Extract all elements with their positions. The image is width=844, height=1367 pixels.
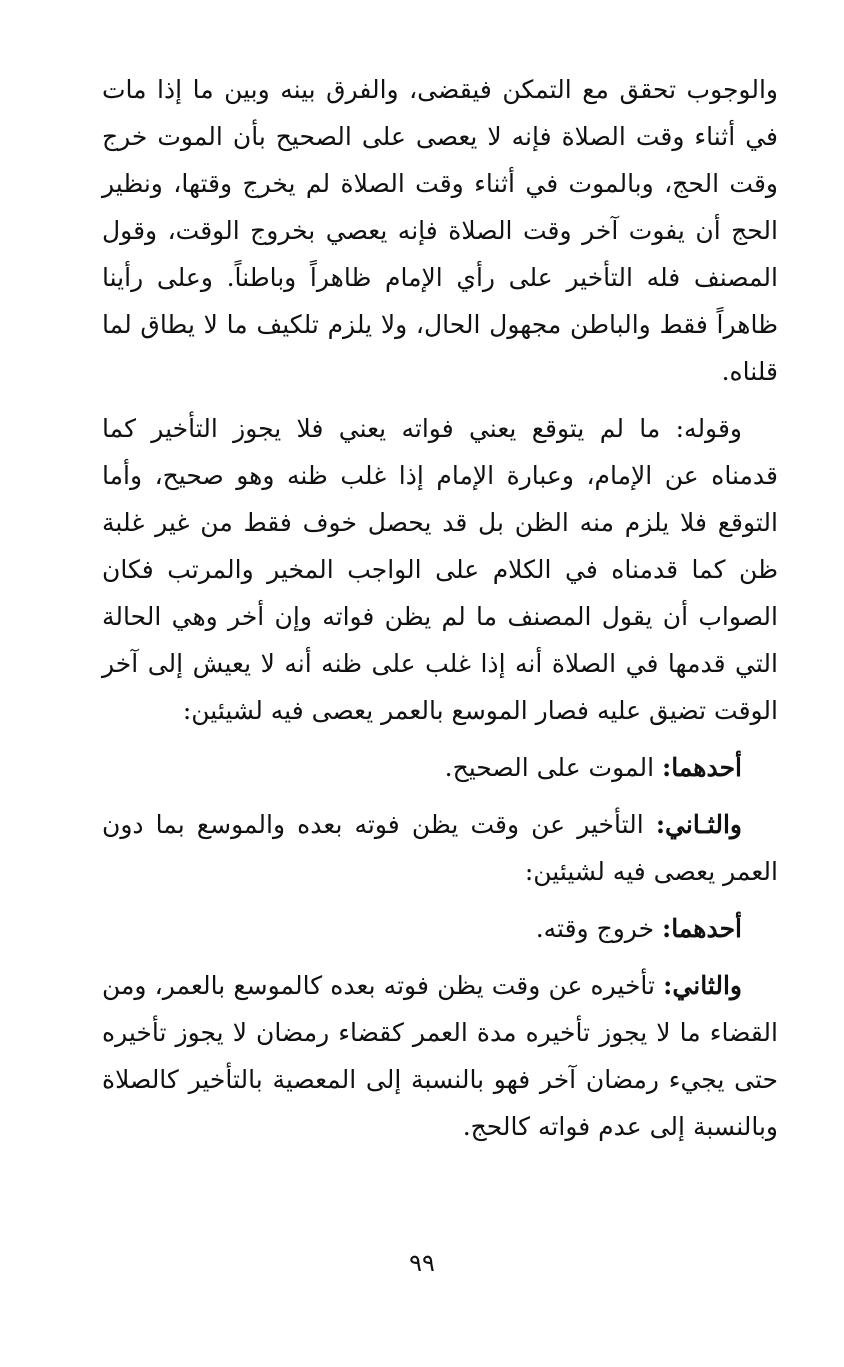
paragraph-3	[102, 744, 778, 791]
paragraph-6-lead: والثاني:	[663, 971, 742, 1000]
paragraph-6-text: تأخيره عن وقت يظن فوته بعده كالموسع بالعمر، ومن القضاء ما لا يجوز تأخيره مدة العمر كقضاء رمضان لا يجوز تأخيره حتى يجيء رمضان آخر فهو بالنسبة إلى المعصية بالتأخير كالصلاة وبالنسبة إلى عدم فواته كالحج.	[102, 971, 778, 1141]
paragraph-1	[102, 66, 778, 395]
paragraph-4-lead: والثـاني:	[655, 810, 742, 839]
paragraph-4	[102, 801, 778, 895]
paragraph-2	[102, 405, 778, 734]
paragraph-5-text: خروج وقته.	[535, 914, 655, 943]
paragraph-4-text: التأخير عن وقت يظن فوته بعده والموسع بما دون العمر يعصى فيه لشيئين:	[102, 810, 778, 886]
paragraph-3-lead: أحدهما:	[661, 753, 742, 782]
paragraph-5-lead: أحدهما:	[661, 914, 742, 943]
paragraph-1-text: والوجوب تحقق مع التمكن فيقضى، والفرق بينه وبين ما إذا مات في أثناء وقت الصلاة فإنه لا يعصى على الصحيح بأن الموت خرج وقت الحج، وبالموت في أثناء وقت الصلاة لم يخرج وقتها، ونظير الحج أن يفوت آخر وقت الصلاة فإنه يعصي بخروج الوقت، وقول المصنف فله التأخير على رأي الإمام ظاهراً وباطناً. وعلى رأينا ظاهراً فقط والباطن مجهول الحال، ولا يلزم تلكيف ما لا يطاق لما قلناه.	[102, 75, 778, 386]
page-body	[102, 66, 778, 1150]
paragraph-3-text: الموت على الصحيح.	[444, 753, 655, 782]
paragraph-6	[102, 962, 778, 1150]
page-number: ٩٩	[409, 1249, 435, 1277]
paragraph-5	[102, 905, 778, 952]
paragraph-2-text: وقوله: ما لم يتوقع يعني فواته يعني فلا يجوز التأخير كما قدمناه عن الإمام، وعبارة الإمام إذا غلب ظنه وهو صحيح، وأما التوقع فلا يلزم منه الظن بل قد يحصل خوف فقط من غير غلبة ظن كما قدمناه في الكلام على الواجب المخير والمرتب فكان الصواب أن يقول المصنف ما لم يظن فواته وإن أخر وهي الحالة التي قدمها في الصلاة أنه إذا غلب على ظنه أنه لا يعيش إلى آخر الوقت تضيق عليه فصار الموسع بالعمر يعصى فيه لشيئين:	[102, 414, 778, 725]
